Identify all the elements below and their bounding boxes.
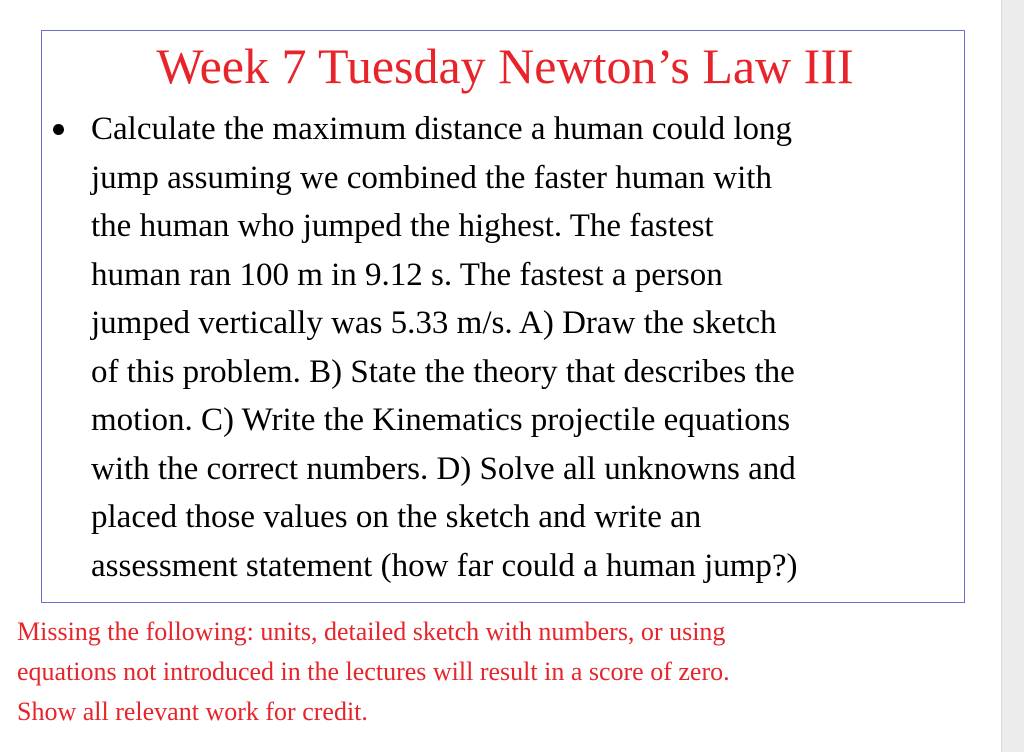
problem-statement — [91, 105, 961, 590]
problem-line: the human who jumped the highest. The fastest — [91, 208, 714, 244]
grading-note-line: Missing the following: units, detailed sketch with numbers, or using — [17, 617, 726, 646]
problem-line: motion. C) Write the Kinematics projectile equations — [91, 402, 791, 438]
problem-line: jumped vertically was 5.33 m/s. A) Draw the sketch — [91, 305, 777, 341]
problem-line: human ran 100 m in 9.12 s. The fastest a person — [91, 256, 723, 293]
slide-title: Week 7 Tuesday Newton’s Law III — [156, 38, 854, 94]
problem-line: assessment statement (how far could a human jump?) — [91, 547, 798, 584]
grading-note-line: equations not introduced in the lectures will result in a score of zero. — [17, 657, 730, 686]
problem-line: of this problem. B) State the theory that describes the — [91, 353, 795, 390]
problem-line: Calculate the maximum distance a human could long — [91, 111, 793, 147]
problem-line: jump assuming we combined the faster human with — [91, 159, 772, 196]
scrollbar-track[interactable] — [1002, 0, 1024, 752]
problem-line: placed those values on the sketch and write an — [91, 499, 702, 535]
grading-note — [17, 612, 977, 732]
problem-line: with the correct numbers. D) Solve all unknowns and — [91, 450, 796, 487]
bullet-dot-icon — [53, 124, 64, 135]
grading-note-line: Show all relevant work for credit. — [17, 697, 368, 726]
